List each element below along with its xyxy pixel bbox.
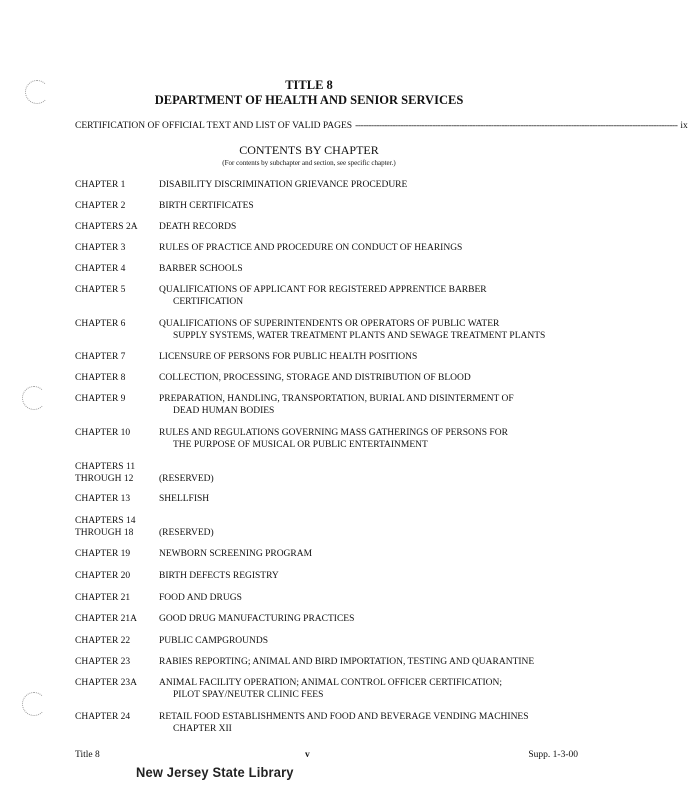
chapter-label (75, 516, 157, 539)
chapter-label (75, 428, 157, 440)
chapter-title-line: FOOD AND DRUGS (159, 593, 242, 603)
chapter-label (75, 636, 157, 648)
chapter-title (159, 636, 599, 648)
chapter-title (159, 243, 599, 255)
chapter-title-line: SHELLFISH (159, 494, 210, 504)
chapter-label-line: CHAPTER 1 (75, 180, 126, 190)
chapter-label (75, 319, 157, 331)
chapter-title (159, 180, 599, 192)
chapter-title-line: (RESERVED) (159, 473, 214, 484)
chapter-title-line: NEWBORN SCREENING PROGRAM (159, 549, 313, 559)
chapter-title (159, 549, 599, 561)
chapter-label-line: CHAPTER 23A (75, 678, 138, 688)
chapter-label-line: CHAPTER 5 (75, 285, 126, 295)
chapter-label-line: CHAPTERS 11 (75, 462, 136, 472)
chapter-label-line: CHAPTER 8 (75, 373, 126, 383)
chapter-label-line: CHAPTER 21A (75, 614, 138, 624)
dot-leader: ------------------------------------------------------------------------------------------------------------------------- (355, 121, 678, 131)
chapter-title (159, 373, 599, 385)
chapter-label-line: CHAPTER 21 (75, 593, 131, 603)
chapter-label (75, 285, 157, 297)
chapter-label-line: CHAPTER 9 (75, 394, 126, 404)
chapter-title-line: DEATH RECORDS (159, 222, 237, 232)
chapter-title-line: RULES AND REGULATIONS GOVERNING MASS GATHERINGS OF PERSONS FOR (159, 428, 508, 438)
chapter-label (75, 352, 157, 364)
chapter-label (75, 462, 157, 485)
chapter-label-line: CHAPTER 22 (75, 636, 131, 646)
chapter-title-line: BIRTH DEFECTS REGISTRY (159, 571, 279, 581)
chapter-title (159, 528, 599, 540)
chapter-title-line: SUPPLY SYSTEMS, WATER TREATMENT PLANTS AND SEWAGE TREATMENT PLANTS (173, 330, 546, 341)
contents-heading: CONTENTS BY CHAPTER (239, 143, 379, 157)
chapter-title-line: COLLECTION, PROCESSING, STORAGE AND DISTRIBUTION OF BLOOD (159, 373, 471, 383)
chapter-title-line: LICENSURE OF PERSONS FOR PUBLIC HEALTH POSITIONS (159, 352, 418, 362)
chapter-label-line: THROUGH 12 (75, 473, 134, 484)
chapter-title (159, 571, 599, 583)
certification-text: CERTIFICATION OF OFFICIAL TEXT AND LIST OF VALID PAGES (75, 121, 353, 131)
chapter-label (75, 549, 157, 561)
punch-hole-mark (22, 386, 46, 410)
chapter-title (159, 352, 599, 364)
chapter-label (75, 243, 157, 255)
chapter-title (159, 593, 599, 605)
chapter-label (75, 373, 157, 385)
chapter-title-line: RULES OF PRACTICE AND PROCEDURE ON CONDUCT OF HEARINGS (159, 243, 463, 253)
chapter-label-line: CHAPTER 6 (75, 319, 126, 329)
title-number: TITLE 8 (285, 78, 333, 92)
chapter-label (75, 712, 157, 724)
chapter-title (159, 222, 599, 234)
library-stamp: New Jersey State Library (136, 764, 294, 780)
chapter-label (75, 394, 157, 406)
chapter-label (75, 264, 157, 276)
chapter-title-line: BIRTH CERTIFICATES (159, 201, 254, 211)
chapter-title-line: QUALIFICATIONS OF APPLICANT FOR REGISTERED APPRENTICE BARBER (159, 285, 487, 295)
chapter-title-line: PREPARATION, HANDLING, TRANSPORTATION, BURIAL AND DISINTERMENT OF (159, 394, 514, 404)
chapter-title-line: PUBLIC CAMPGROUNDS (159, 636, 269, 646)
chapter-title (159, 428, 599, 451)
chapter-label-line: CHAPTER 3 (75, 243, 126, 253)
chapter-title (159, 474, 599, 486)
chapter-label-line: CHAPTER 19 (75, 549, 131, 559)
footer-page-number: v (305, 750, 310, 760)
chapter-label (75, 678, 157, 690)
chapter-label (75, 201, 157, 213)
chapter-label-line: CHAPTER 23 (75, 657, 131, 667)
chapter-label-line: CHAPTER 20 (75, 571, 131, 581)
certification-page: ix (680, 121, 688, 131)
chapter-label (75, 593, 157, 605)
chapter-label-line: CHAPTERS 2A (75, 222, 138, 232)
chapter-label (75, 222, 157, 234)
chapter-title (159, 494, 599, 506)
chapter-title-line: CHAPTER XII (173, 723, 232, 734)
chapter-label-line: THROUGH 18 (75, 527, 134, 538)
certification-line (75, 120, 688, 132)
chapter-label (75, 180, 157, 192)
chapter-label-line: CHAPTERS 14 (75, 516, 136, 526)
chapter-title-line: ANIMAL FACILITY OPERATION; ANIMAL CONTROL OFFICER CERTIFICATION; (159, 678, 503, 688)
chapter-title-line: GOOD DRUG MANUFACTURING PRACTICES (159, 614, 355, 624)
chapter-title-line: CERTIFICATION (173, 296, 244, 307)
chapter-title (159, 285, 599, 308)
chapter-title-line: RETAIL FOOD ESTABLISHMENTS AND FOOD AND BEVERAGE VENDING MACHINES (159, 712, 529, 722)
chapter-title-line: THE PURPOSE OF MUSICAL OR PUBLIC ENTERTAINMENT (173, 439, 428, 450)
chapter-title (159, 657, 599, 669)
department-title: DEPARTMENT OF HEALTH AND SENIOR SERVICES (154, 93, 464, 107)
chapter-title-line: (RESERVED) (159, 527, 214, 538)
punch-hole-mark (22, 692, 46, 716)
footer-title: Title 8 (75, 750, 100, 760)
chapter-label-line: CHAPTER 13 (75, 494, 131, 504)
chapter-label-line: CHAPTER 2 (75, 201, 126, 211)
chapter-title-line: RABIES REPORTING; ANIMAL AND BIRD IMPORTATION, TESTING AND QUARANTINE (159, 657, 535, 667)
chapter-title (159, 394, 599, 417)
chapter-title (159, 201, 599, 213)
footer-supplement-date: Supp. 1-3-00 (528, 750, 578, 760)
chapter-title-line: PILOT SPAY/NEUTER CLINIC FEES (173, 689, 324, 700)
chapter-title-line: DEAD HUMAN BODIES (173, 405, 275, 416)
chapter-title (159, 319, 599, 342)
chapter-label-line: CHAPTER 4 (75, 264, 126, 274)
chapter-title (159, 614, 599, 626)
chapter-title-line: BARBER SCHOOLS (159, 264, 243, 274)
chapter-label-line: CHAPTER 7 (75, 352, 126, 362)
chapter-label (75, 657, 157, 669)
chapter-label-line: CHAPTER 10 (75, 428, 131, 438)
chapter-label (75, 571, 157, 583)
chapter-label (75, 494, 157, 506)
contents-note: (For contents by subchapter and section, see specific chapter.) (222, 159, 396, 167)
chapter-title (159, 264, 599, 276)
chapter-label-line: CHAPTER 24 (75, 712, 131, 722)
chapter-title (159, 678, 599, 701)
chapter-title (159, 712, 599, 735)
chapter-title-line: QUALIFICATIONS OF SUPERINTENDENTS OR OPERATORS OF PUBLIC WATER (159, 319, 500, 329)
chapter-label (75, 614, 157, 626)
chapter-title-line: DISABILITY DISCRIMINATION GRIEVANCE PROCEDURE (159, 180, 408, 190)
